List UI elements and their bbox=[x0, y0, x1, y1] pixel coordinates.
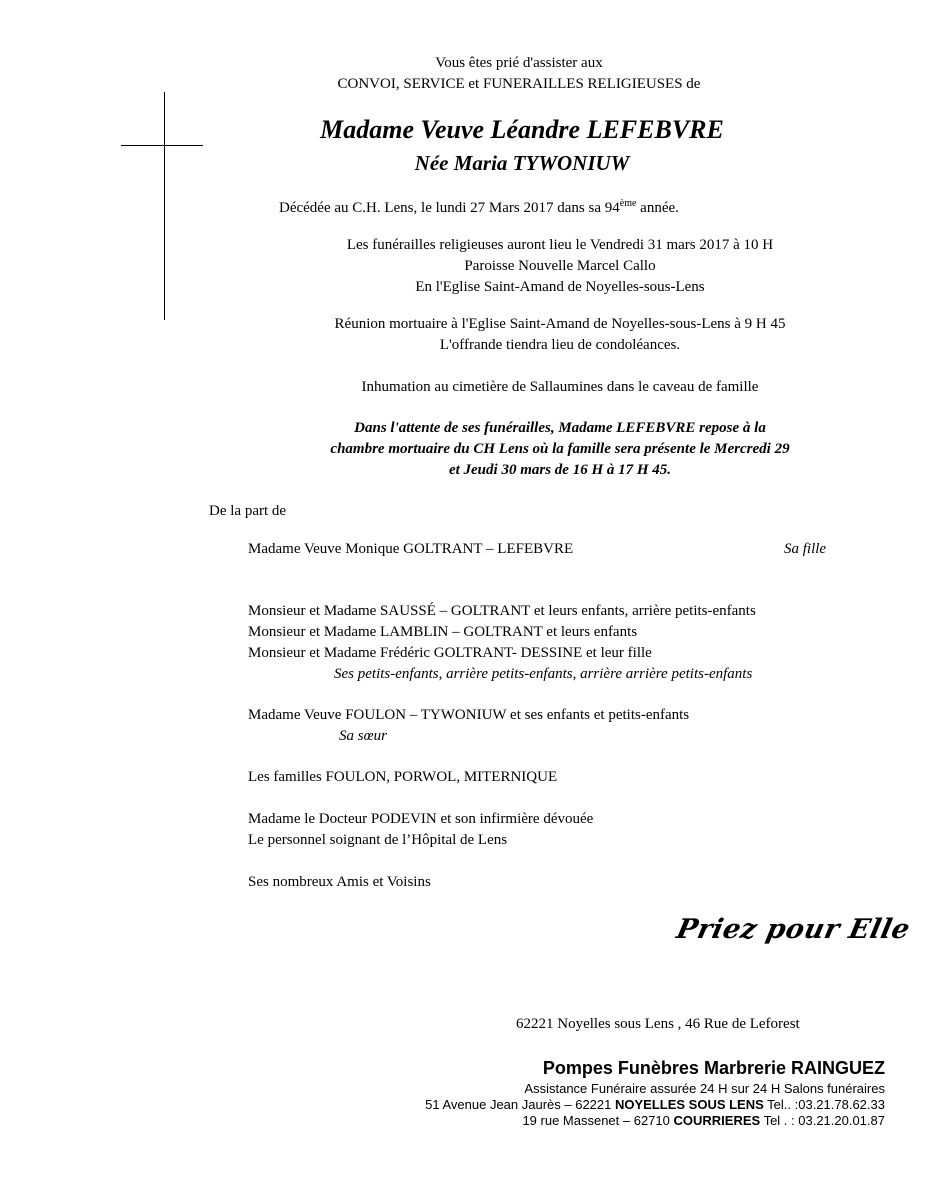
family-friends: Ses nombreux Amis et Voisins bbox=[248, 874, 431, 890]
funeral-line: Paroisse Nouvelle Marcel Callo bbox=[464, 258, 656, 274]
ceremony-heading: CONVOI, SERVICE et FUNERAILLES RELIGIEUSES de bbox=[337, 76, 701, 92]
burial-line: Inhumation au cimetière de Sallaumines dans le caveau de famille bbox=[361, 379, 759, 395]
family-doctor: Madame le Docteur PODEVIN et son infirmière dévouée bbox=[248, 811, 594, 827]
gathering-line: Réunion mortuaire à l'Eglise Saint-Amand de Noyelles-sous-Lens à 9 H 45 bbox=[334, 316, 786, 332]
prayer-text: Priez pour Elle bbox=[673, 914, 913, 945]
branch-1-phone: Tel.. :03.21.78.62.33 bbox=[763, 1097, 885, 1112]
funeral-home-tagline: Assistance Funéraire assurée 24 H sur 24 H Salons funéraires bbox=[524, 1081, 885, 1096]
notice-line: et Jeudi 30 mars de 16 H à 17 H 45. bbox=[448, 462, 672, 478]
invitation-line: Vous êtes prié d'assister aux bbox=[435, 55, 603, 71]
family-daughter-role: Sa fille bbox=[784, 541, 827, 557]
from-label: De la part de bbox=[209, 503, 287, 519]
death-statement bbox=[279, 198, 679, 219]
family-daughter: Madame Veuve Monique GOLTRANT – LEFEBVRE bbox=[248, 541, 574, 557]
funeral-line: En l'Eglise Saint-Amand de Noyelles-sous-Lens bbox=[415, 279, 705, 295]
branch-2-city: COURRIERES bbox=[673, 1113, 761, 1128]
cross-horizontal-bar bbox=[121, 145, 203, 146]
notice-line: chambre mortuaire du CH Lens où la famille sera présente le Mercredi 29 bbox=[330, 441, 790, 457]
family-grandchild-line: Monsieur et Madame LAMBLIN – GOLTRANT et leurs enfants bbox=[248, 624, 638, 640]
death-ordinal: ème bbox=[619, 198, 637, 209]
funeral-home-name: Pompes Funèbres Marbrerie RAINGUEZ bbox=[542, 1058, 885, 1078]
family-staff: Le personnel soignant de l’Hôpital de Lens bbox=[248, 832, 508, 848]
branch-2-phone: Tel . : 03.21.20.01.87 bbox=[760, 1113, 885, 1128]
family-grandchild-line: Monsieur et Madame SAUSSÉ – GOLTRANT et leurs enfants, arrière petits-enfants bbox=[248, 603, 756, 619]
branch-1-city: NOYELLES SOUS LENS bbox=[614, 1097, 764, 1112]
branch-1-address: 51 Avenue Jean Jaurès – 62221 bbox=[425, 1097, 615, 1112]
death-text-end: année. bbox=[636, 200, 679, 216]
family-relatives: Les familles FOULON, PORWOL, MITERNIQUE bbox=[248, 769, 558, 785]
funeral-line: Les funérailles religieuses auront lieu le Vendredi 31 mars 2017 à 10 H bbox=[346, 237, 774, 253]
address-line: 62221 Noyelles sous Lens , 46 Rue de Leforest bbox=[516, 1016, 800, 1032]
funeral-home-branch-1 bbox=[425, 1097, 885, 1113]
branch-2-address: 19 rue Massenet – 62710 bbox=[522, 1113, 674, 1128]
family-grandchild-line: Monsieur et Madame Frédéric GOLTRANT- DESSINE et leur fille bbox=[248, 645, 652, 661]
deceased-name: Madame Veuve Léandre LEFEBVRE bbox=[320, 115, 724, 144]
family-sister-role: Sa sœur bbox=[339, 728, 387, 744]
funeral-home-branch-2 bbox=[522, 1113, 885, 1129]
death-text: Décédée au C.H. Lens, le lundi 27 Mars 2017 dans sa 94 bbox=[279, 200, 620, 216]
family-sister: Madame Veuve FOULON – TYWONIUW et ses enfants et petits-enfants bbox=[248, 707, 690, 723]
deceased-birth-name: Née Maria TYWONIUW bbox=[414, 151, 630, 175]
gathering-line: L'offrande tiendra lieu de condoléances. bbox=[439, 337, 681, 353]
family-grandchildren-role: Ses petits-enfants, arrière petits-enfants, arrière arrière petits-enfants bbox=[334, 666, 753, 682]
notice-line: Dans l'attente de ses funérailles, Madame LEFEBVRE repose à la bbox=[354, 420, 766, 436]
